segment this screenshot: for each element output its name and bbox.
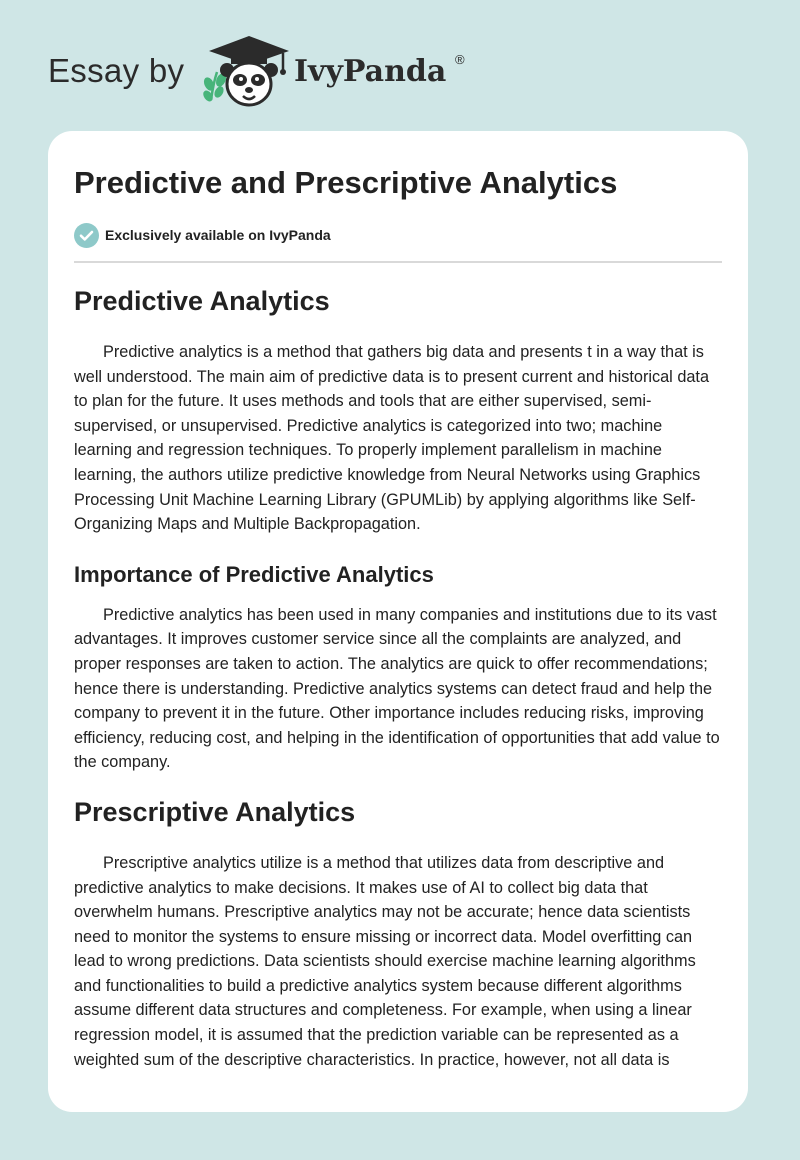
brand-header[interactable]	[48, 34, 488, 110]
essay-body	[74, 284, 722, 1072]
section-paragraph: Predictive analytics is a method that gathers big data and presents t in a way that is well understood. The main aim of predictive data is to present current and historical data to plan for the future. It uses methods and tools that are either supervised, semi-supervised, or unsupervised. Predictive analytics is categorized into two; machine learning and regression techniques. To properly implement parallelism in machine learning, the authors utilize predictive knowledge from Neural Networks using Graphics Processing Unit Machine Learning Library (GPUMLib) by applying algorithms like Self-Organizing Maps and Multiple Backpropagation.	[74, 343, 710, 534]
brand-prefix: Essay by	[48, 52, 185, 89]
exclusive-label: Exclusively available on IvyPanda	[105, 227, 331, 243]
section-heading: Predictive Analytics	[74, 286, 330, 316]
registered-mark: ®	[455, 52, 465, 67]
section-prescriptive-analytics	[74, 795, 722, 1072]
section-paragraph: Predictive analytics has been used in many companies and institutions due to its vast advantages. It improves customer service since all the complaints are analyzed, and proper responses are taken to action. The analytics are quick to offer recommendations; hence there is understanding. Predictive analytics systems can detect fraud and help the company to prevent it in the future. Other importance includes reducing risks, improving efficiency, reducing cost, and helping in the identification of opportunities that add value to the company.	[74, 605, 720, 772]
panda-logo-icon	[203, 34, 295, 110]
title-divider	[74, 261, 722, 263]
section-heading: Prescriptive Analytics	[74, 796, 356, 827]
section-importance-predictive-analytics	[74, 561, 722, 775]
section-paragraph: Prescriptive analytics utilize is a method that utilizes data from descriptive and predictive analytics to make decisions. It makes use of AI to collect big data that overwhelm humans. Prescriptive analytics may not be accurate; hence data scientists need to monitor the systems to ensure missing or incorrect data. Model overfitting can lead to wrong predictions. Data scientists should exercise machine learning algorithms and functionalities to build a predictive analytics system because different algorithms assume different data structures and completeness. For example, when using a linear regression model, it is assumed that the prediction variable can be represented as a weighted sum of the descriptive characteristics. In practice, however, not all data is	[74, 853, 696, 1069]
subsection-heading: Importance of Predictive Analytics	[74, 561, 434, 587]
page-title: Predictive and Prescriptive Analytics	[74, 165, 618, 200]
section-predictive-analytics	[74, 284, 722, 537]
essay-card	[48, 131, 748, 1112]
exclusive-badge	[74, 222, 331, 248]
brand-name: IvyPanda	[294, 54, 447, 89]
check-icon	[74, 223, 99, 248]
